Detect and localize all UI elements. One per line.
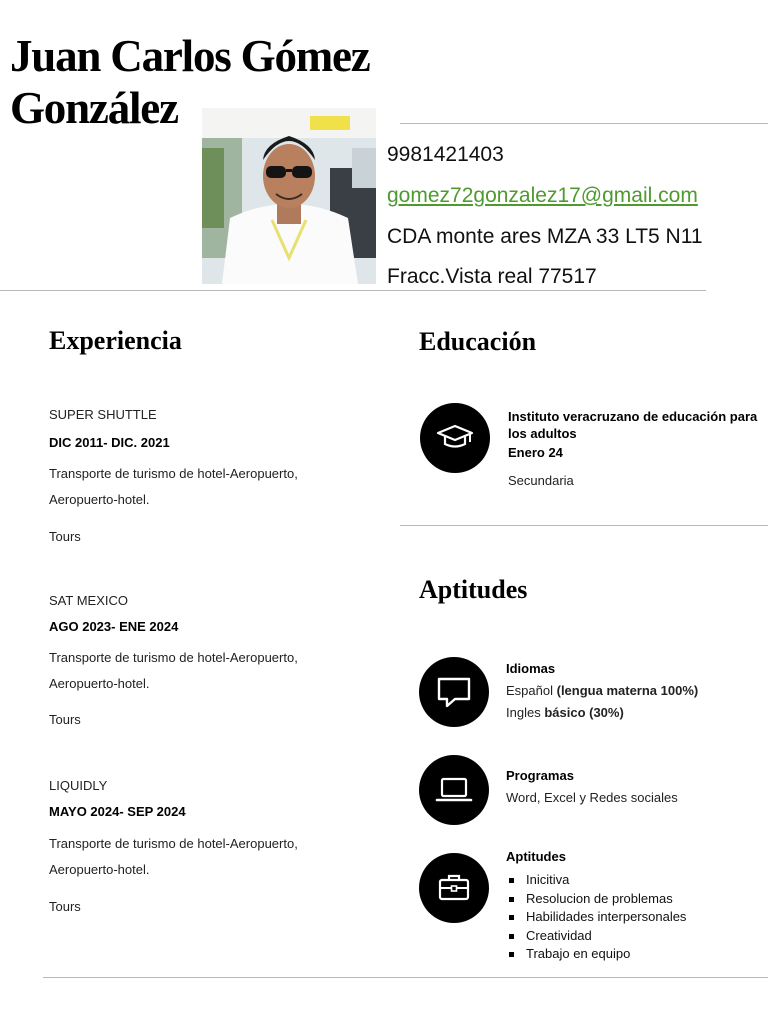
laptop-icon [419,755,489,825]
education-title: Educación [419,327,537,356]
briefcase-icon [419,853,489,923]
education-date: Enero 24 [508,445,563,460]
list-item: Trabajo en equipo [506,945,686,964]
aptitudes-title: Aptitudes [506,849,566,864]
job-extra: Tours [49,899,81,914]
header-divider [0,290,706,291]
footer-divider [43,977,768,978]
aptitudes-list [506,871,686,964]
job-description: Transporte de turismo de hotel-Aeropuerto, Aeropuerto-hotel. [49,836,298,877]
list-item: Resolucion de problemas [506,890,686,909]
email-link[interactable]: gomez72gonzalez17@gmail.com [387,184,698,207]
programs-title: Programas [506,768,574,783]
programs-text: Word, Excel y Redes sociales [506,790,678,805]
experience-title: Experiencia [49,326,182,355]
skills-title: Aptitudes [419,575,528,604]
language-english-label: Ingles [506,705,541,720]
job-description: Transporte de turismo de hotel-Aeropuerto, Aeropuerto-hotel. [49,466,298,507]
language-spanish-level: (lengua materna 100%) [556,683,699,698]
job-company: SUPER SHUTTLE [49,407,157,422]
job-company: LIQUIDLY [49,778,108,793]
job-company: SAT MEXICO [49,593,128,608]
name-line-1: Juan Carlos Gómez [10,31,370,81]
phone-number: 9981421403 [387,143,504,166]
graduation-cap-icon [420,403,490,473]
list-item: Creatividad [506,927,686,946]
job-dates: AGO 2023- ENE 2024 [49,619,179,634]
speech-bubble-icon [419,657,489,727]
language-spanish-label: Español [506,683,553,698]
education-divider [400,525,768,526]
job-extra: Tours [49,712,81,727]
name-line-2: González [10,83,178,133]
language-english [506,705,624,720]
list-item: Inicitiva [506,871,686,890]
job-dates: MAYO 2024- SEP 2024 [49,804,186,819]
job-dates: DIC 2011- DIC. 2021 [49,435,170,450]
job-description: Transporte de turismo de hotel-Aeropuerto, Aeropuerto-hotel. [49,650,298,691]
language-english-level: básico (30%) [544,705,624,720]
address-line-2: Fracc.Vista real 77517 [387,265,597,288]
language-spanish [506,683,698,698]
job-extra: Tours [49,529,81,544]
education-level: Secundaria [508,473,574,488]
list-item: Habilidades interpersonales [506,908,686,927]
header-divider-right [400,123,768,124]
languages-title: Idiomas [506,661,556,676]
education-institution: Instituto veracruzano de educación para los adultos [508,409,758,441]
address-line-1: CDA monte ares MZA 33 LT5 N11 [387,225,703,248]
profile-photo [202,108,376,284]
